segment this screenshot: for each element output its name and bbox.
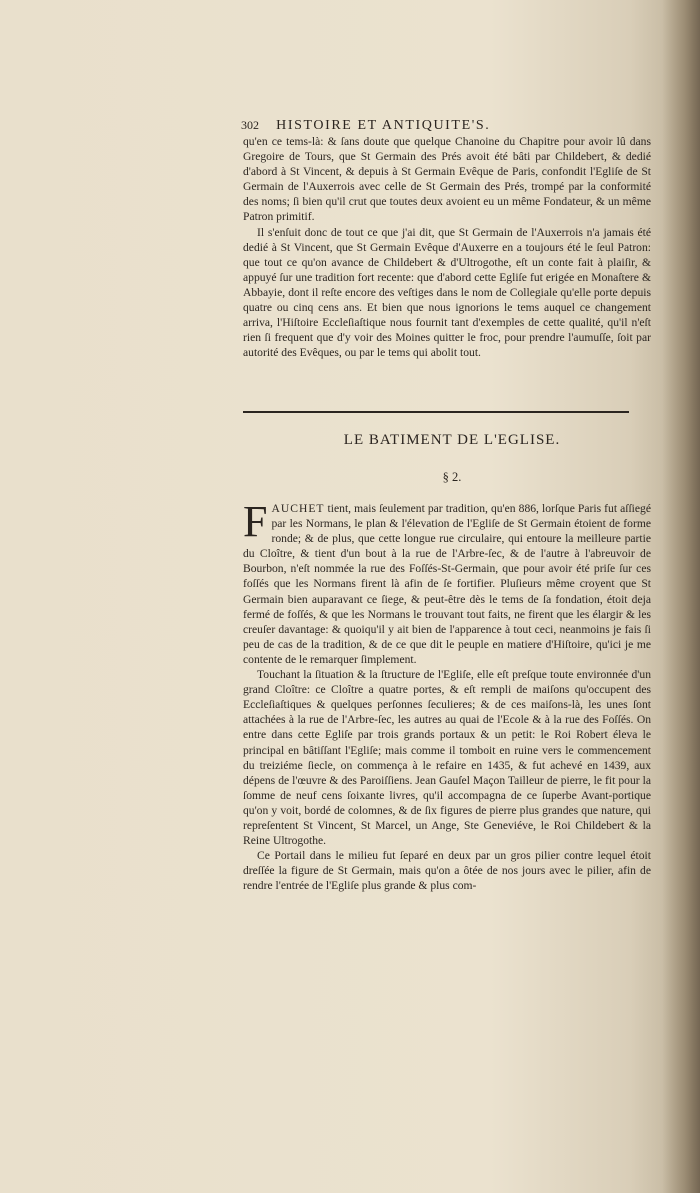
section-divider bbox=[243, 411, 629, 413]
paragraph: qu'en ce tems-là: & ſans doute que quelque Chanoine du Chapitre pour avoir lû dans Gregoire de Tours, que St Germain des Prés avoit été bâti par Childebert, & dedié d'abord à St Vincent, & depuis à St Germain Evêque de Paris, confondit l'Egliſe de St Germain de l'Auxerrois avec celle de St Germain des Prés, trompé par la conformité des noms; ſi bien qu'il crut que toutes deux avoient eu un même Fondateur, & un même Patron primitif. bbox=[243, 135, 651, 224]
page-number: 302 bbox=[241, 118, 259, 132]
page-gutter-shadow bbox=[662, 0, 700, 1193]
section-title: LE BATIMENT DE L'EGLISE. bbox=[343, 432, 561, 448]
section-one-text bbox=[243, 134, 651, 360]
section-number: § 2. bbox=[442, 470, 462, 484]
paragraph: Touchant la ſituation & la ſtructure de l'Egliſe, elle eſt preſque toute environnée d'un grand Cloître: ce Cloître a quatre portes, & eſt rempli de maiſons qu'occupent des Eccleſiaſtiques & quelques perſonnes ſeculieres; & de ces maiſons-là, les unes ſont attachées à la rue de l'Arbre-ſec, les autres au quai de l'Ecole & à la rue des Foſſés. On entre dans cette Egliſe par trois grands portaux & un petit: le Roi Robert éleva le principal en bâtiſſant l'Egliſe; mais comme il tomboit en ruine vers le commencement du treiziéme ſiecle, on commença à le refaire en 1435, & fut achevé en 1439, aux dépens de l'œuvre & des Paroiſſiens. Jean Gauſel Maçon Tailleur de pierre, le fit pour la ſomme de neuf cens ſoixante livres, qu'il accompagna de ce ſuperbe Avant-portique qu'on y voit, bordé de colomnes, & de ſix figures de pierre plus grandes que nature, qui repreſentent St Vincent, St Marcel, un Ange, Ste Geneviéve, le Roi Childebert & la Reine Ultrogothe. bbox=[243, 668, 651, 848]
running-title: HISTOIRE ET ANTIQUITE'S. bbox=[276, 118, 491, 133]
drop-cap: F bbox=[243, 497, 268, 546]
paragraph: Ce Portail dans le milieu fut ſeparé en deux par un gros pilier contre lequel étoit dreſſée la figure de St Germain, mais qu'on a ôtée de nos jours avec le pilier, afin de rendre l'entrée de l'Egliſe plus grande & plus com- bbox=[243, 849, 651, 893]
first-word: AUCHET bbox=[271, 502, 325, 515]
paragraph: Il s'enſuit donc de tout ce que j'ai dit, que St Germain de l'Auxerrois n'a jamais été dedié à St Vincent, que St Germain Evêque d'Auxerre en a toujours été le ſeul Patron: que tout ce qu'on avance de Childebert & d'Ultrogothe, eſt un conte fait à plaiſir, & appuyé ſur une tradition fort recente: que d'abord cette Egliſe fut erigée en Monaſtere & Abbayie, dont il reſte encore des veſtiges dans le nom de Collegiale qu'elle porte depuis quatre ou cinq cens ans. Et bien que nous ignorions le tems auquel ce changement arriva, l'Hiſtoire Eccleſiaſtique nous fournit tant d'exemples de cette qualité, qu'il n'eſt rien ſi frequent que d'y voir des Moines quitter le froc, pour prendre l'aumuſſe, ſoit par autorité des Evêques, ou par le tems qui abolit tout. bbox=[243, 225, 651, 360]
paragraph bbox=[243, 497, 651, 667]
paragraph-text: tient, mais ſeulement par tradition, qu'en 886, lorſque Paris fut aſſiegé par les Normans, le plan & l'élevation de l'Egliſe de St Germain étoient de forme ronde; & de plus, que cette longue rue circulaire, qui entoure la meilleure partie du Cloître, & tient d'un bout à la rue de l'Arbre-ſec, & de l'autre à l'abreuvoir de Bourbon, n'eſt nommée la rue des Foſſés-St-Germain, que pour avoir été priſe ſur ces foſſés que les Normans firent là afin de ſe fortifier. Pluſieurs même croyent que St Germain bien auparavant ce ſiege, & peut-être dès le tems de ſa fondation, étoit deja fermé de foſſés, & que les Normans le trouvant tout faits, ne firent que les élargir & les creuſer davantage: & quoiqu'il y ait bien de l'apparence à tout ceci, neanmoins je fais ſi peu de cas de la tradition, & de ce que dit le peuple en matiere d'Hiſtoire, qu'ici je me contente de le remarquer ſimplement. bbox=[243, 502, 651, 666]
running-head bbox=[241, 118, 661, 134]
section-two-text bbox=[243, 497, 651, 893]
